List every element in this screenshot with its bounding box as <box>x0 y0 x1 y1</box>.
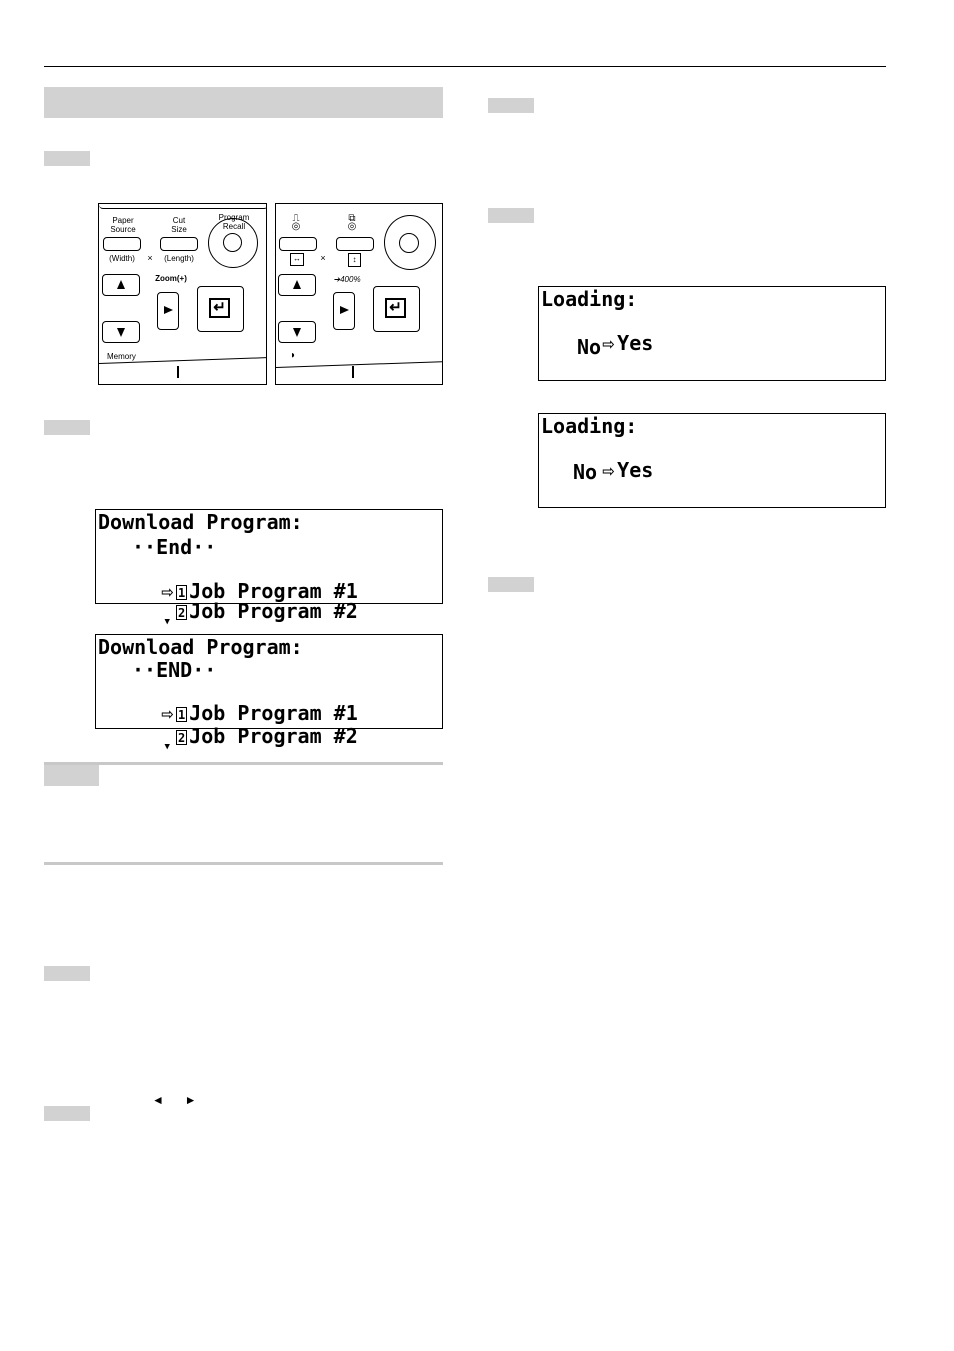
panel-notch-alt <box>352 366 354 378</box>
step-marker-5 <box>44 966 90 981</box>
program-recall-dial-alt[interactable] <box>384 215 436 270</box>
header-rule <box>44 66 886 67</box>
paper-source-label: Paper Source <box>110 216 136 234</box>
lcd-no-option: No <box>577 335 602 359</box>
lcd-download-program-1 <box>95 509 443 627</box>
paper-source-key[interactable] <box>103 237 141 251</box>
up-triangle-icon <box>293 280 301 289</box>
down-arrow-key-alt[interactable] <box>278 321 316 343</box>
lcd-no-option: No <box>573 460 598 484</box>
enter-key-alt[interactable] <box>373 286 420 332</box>
right-arrow-key[interactable] <box>157 292 179 330</box>
hollow-right-arrow-icon: ⇨ <box>161 701 174 725</box>
enter-key[interactable] <box>197 286 244 332</box>
operation-panel-left <box>98 203 267 385</box>
lcd-download-program-2 <box>95 634 443 752</box>
up-arrow-key[interactable] <box>102 274 140 296</box>
lcd-end-line: ··End·· <box>132 535 217 559</box>
lcd-title: Loading: <box>541 414 638 438</box>
zoom-label: Zoom(+) <box>155 274 187 283</box>
down-triangle-icon: ▼ <box>164 742 170 752</box>
cut-size-label: Cut Size <box>171 216 187 234</box>
lcd-yes-label: Yes <box>617 458 654 482</box>
item-number-box: 1 <box>178 586 186 600</box>
paper-source-key-alt[interactable] <box>279 237 317 251</box>
right-triangle-icon <box>340 306 349 314</box>
hollow-right-arrow-icon: ⇨ <box>602 331 615 355</box>
cut-size-icon: ⧉ ◎ <box>347 213 357 232</box>
lcd-title: Loading: <box>541 287 638 311</box>
width-label: (Width) <box>109 254 135 263</box>
lcd-item-1-label: Job Program #1 <box>189 701 358 725</box>
inline-arrow-keys <box>152 1093 196 1107</box>
lcd-item-2-label: Job Program #2 <box>189 599 358 623</box>
step-marker-6 <box>44 1106 90 1121</box>
step-marker-7 <box>488 577 534 592</box>
hollow-right-arrow-icon: ⇨ <box>161 579 174 603</box>
lcd-item-2 <box>110 706 358 772</box>
operation-panel-right <box>275 203 443 385</box>
times-label: × <box>147 253 153 263</box>
lcd-yes-label: Yes <box>617 331 654 355</box>
down-triangle-icon <box>293 328 301 337</box>
hollow-right-arrow-icon: ⇨ <box>602 458 615 482</box>
note-bottom-rule <box>44 862 443 865</box>
lcd-loading-1 <box>538 286 886 381</box>
down-triangle-icon <box>117 328 125 337</box>
item-number-box: 2 <box>178 606 186 620</box>
down-triangle-icon: ▼ <box>164 617 170 627</box>
enter-icon: ↵ <box>209 298 230 318</box>
length-icon: ↕ <box>348 253 361 267</box>
lcd-end-line: ··END·· <box>132 658 217 682</box>
memory-label: Memory <box>107 352 136 361</box>
step-marker-1 <box>44 151 90 166</box>
lcd-item-1-label: Job Program #1 <box>189 579 358 603</box>
lcd-title: Download Program: <box>98 635 303 659</box>
lcd-item-2-label: Job Program #2 <box>189 724 358 748</box>
step-marker-4 <box>488 208 534 223</box>
right-arrow-icon: ► <box>184 1093 197 1107</box>
step-marker-3 <box>488 98 534 113</box>
program-recall-key-alt[interactable] <box>399 233 419 253</box>
cut-size-key[interactable] <box>160 237 198 251</box>
zoom-400-label: ➔400% <box>333 275 361 284</box>
down-arrow-key[interactable] <box>102 321 140 343</box>
left-arrow-icon: ◄ <box>152 1093 164 1107</box>
cut-size-key-alt[interactable] <box>336 237 374 251</box>
lcd-yes-option <box>551 440 653 500</box>
program-recall-key[interactable] <box>223 233 242 252</box>
note-marker <box>44 765 99 786</box>
memory-icon: ◗ <box>290 350 297 361</box>
paper-source-icon: ⎍ ◎ <box>291 213 301 232</box>
section-heading-band <box>44 87 443 118</box>
right-arrow-key-alt[interactable] <box>333 292 355 330</box>
lcd-yes-option <box>551 313 653 373</box>
width-icon: ↔ <box>290 253 304 266</box>
program-recall-dial[interactable] <box>208 218 258 268</box>
up-triangle-icon <box>117 280 125 289</box>
up-arrow-key-alt[interactable] <box>278 274 316 296</box>
panel-notch <box>177 366 179 378</box>
enter-icon: ↵ <box>385 298 406 318</box>
right-triangle-icon <box>164 306 173 314</box>
lcd-title: Download Program: <box>98 510 303 534</box>
lcd-loading-2 <box>538 413 886 508</box>
program-recall-label: Program Recall <box>218 213 250 231</box>
item-number-box: 1 <box>178 708 186 722</box>
panel-top-edge <box>99 204 267 209</box>
item-number-box: 2 <box>178 731 186 745</box>
step-marker-2 <box>44 420 90 435</box>
length-label: (Length) <box>164 254 194 263</box>
times-label-alt: × <box>320 253 326 263</box>
panel-bottom-edge-alt <box>275 361 443 378</box>
